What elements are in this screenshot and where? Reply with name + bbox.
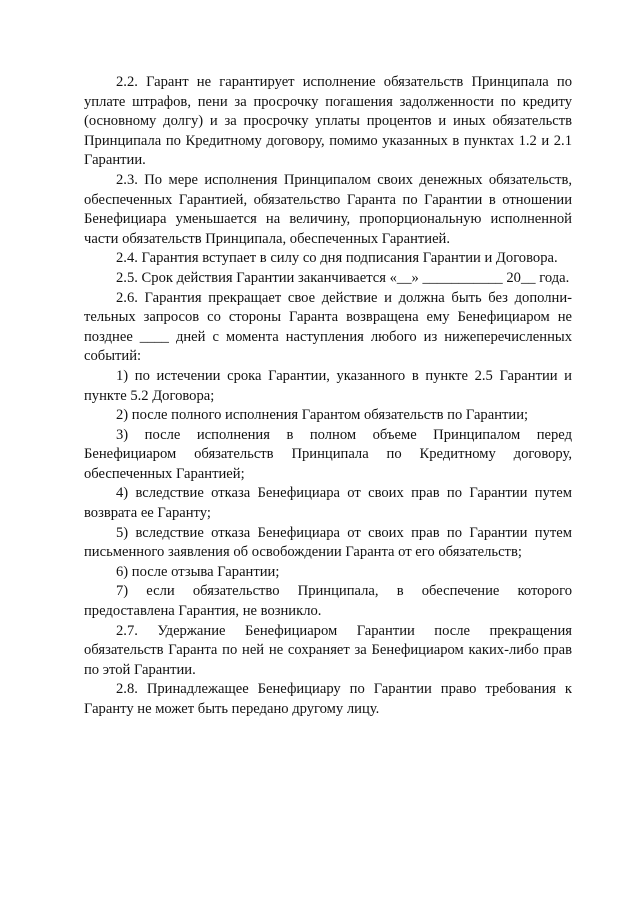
- clause-2-6: 2.6. Гарантия прекращает свое действие и должна быть без дополни-тельных запросов со стороны Гаранта возвращена ему Бенефициаром не позднее ____ дней с момента наступления любого из нижеперечисленных событий:: [84, 289, 572, 365]
- clause-2-6-item-5: 5) вследствие отказа Бенефициара от своих прав по Гарантии путем письменного заявления об освобождении Гаранта от его обязательств;: [84, 524, 572, 561]
- clause-2-6-item-4: 4) вследствие отказа Бенефициара от своих прав по Гарантии путем возврата ее Гаранту;: [84, 485, 572, 522]
- clause-2-6-item-3: 3) после исполнения в полном объеме Принципалом перед Бенефициаром обязательств Принципала по Кредитному договору, обеспеченных Гарантией;: [84, 426, 572, 482]
- clause-2-6-item-2: 2) после полного исполнения Гарантом обязательств по Гарантии;: [116, 407, 529, 424]
- clause-2-2: 2.2. Гарант не гарантирует исполнение обязательств Принципала по уплате штрафов, пени за просрочку погашения задолженности по кредиту (основному долгу) и за просрочку уплаты процентов и иных обязательств Принципала по Кредитному договору, помимо указанных в пунктах 1.2 и 2.1 Гарантии.: [84, 74, 572, 169]
- clause-2-5: 2.5. Срок действия Гарантии заканчивается «__» ___________ 20__ года.: [116, 269, 570, 286]
- clause-2-7: 2.7. Удержание Бенефициаром Гарантии после прекращения обязательств Гаранта по ней не сохраняет за Бенефициаром каких-либо прав по этой Гарантии.: [84, 622, 572, 678]
- clause-2-6-item-7: 7) если обязательство Принципала, в обеспечение которого предоставлена Гарантия, не возникло.: [84, 583, 572, 620]
- clause-2-3: 2.3. По мере исполнения Принципалом своих денежных обязательств, обеспеченных Гарантией, обязательство Гаранта по Гарантии в отношении Бенефициара уменьшается на величину, пропорциональную исполненной части обязательств Принципала, обеспеченных Гарантией.: [84, 171, 572, 247]
- clause-2-6-item-1: 1) по истечении срока Гарантии, указанного в пункте 2.5 Гарантии и пункте 5.2 Договора;: [84, 367, 572, 404]
- clause-2-4: 2.4. Гарантия вступает в силу со дня подписания Гарантии и Договора.: [116, 250, 558, 267]
- clause-2-8: 2.8. Принадлежащее Бенефициару по Гарантии право требования к Гаранту не может быть передано другому лицу.: [84, 681, 572, 717]
- document-body: [84, 73, 572, 720]
- clause-2-6-item-6: 6) после отзыва Гарантии;: [116, 563, 280, 580]
